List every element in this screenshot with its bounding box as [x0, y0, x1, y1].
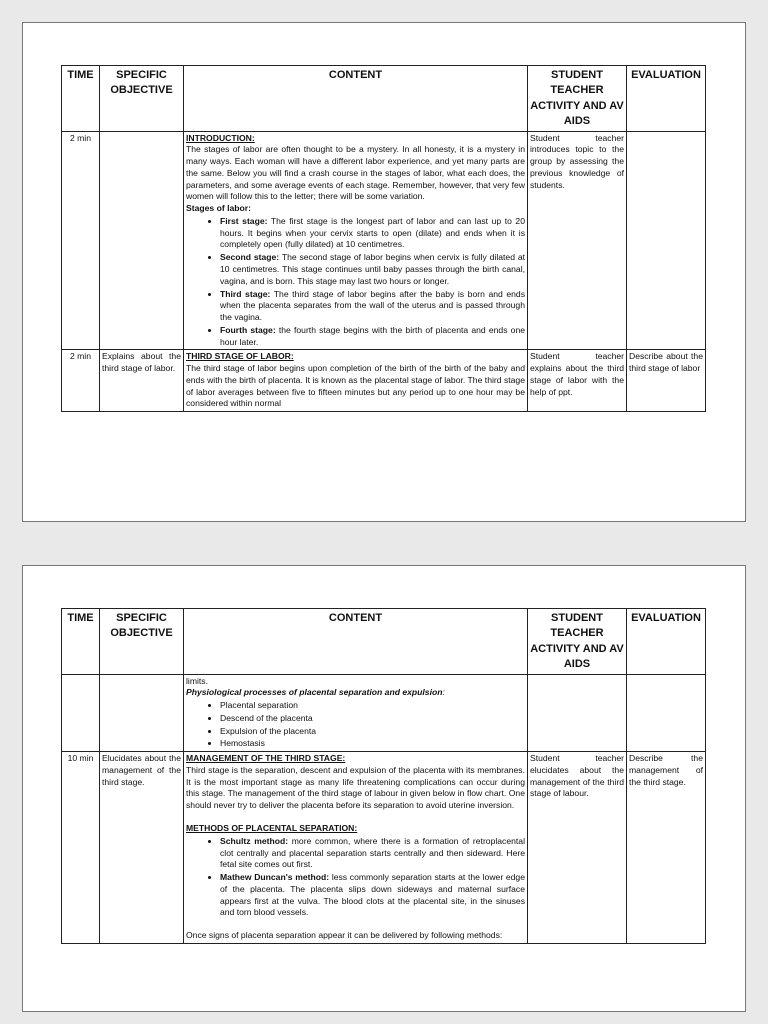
- section-title: MANAGEMENT OF THE THIRD STAGE:: [186, 753, 346, 764]
- methods-list: [186, 835, 525, 919]
- list-item: • Placental separation: [220, 699, 525, 712]
- stage-text: The first stage is the longest part of labor and can last up to 20 hours. It begins when your cervix starts to open (dilate) and ends when it is completely open (fully dilated) at 10 centimetres.: [220, 215, 525, 250]
- header-objective: SPECIFIC OBJECTIVE: [100, 609, 184, 675]
- closing-paragraph: Once signs of placenta separation appear it can be delivered by following methods:: [186, 930, 503, 941]
- method-text: less commonly separation starts at the lower edge of the placenta. The placenta slips down sideways and maternal surface appears first at the vulva. The blood clots at the placental site, in the sinuses and torn blood vessels.: [220, 872, 525, 918]
- header-activity: STUDENT TEACHER ACTIVITY AND AV AIDS: [528, 609, 627, 675]
- stage-text: The third stage of labor begins after the baby is born and ends when the placenta separates from the wall of the uterus and is passed through the vagina.: [220, 288, 525, 323]
- activity-cell: Student teacher introduces topic to the group by assessing the previous knowledge of students.: [528, 131, 627, 350]
- section-title: THIRD STAGE OF LABOR:: [186, 351, 294, 362]
- header-time: TIME: [62, 609, 100, 675]
- activity-cell: Student teacher elucidates about the management of the third stage of labour.: [528, 752, 627, 944]
- subsection-title: Physiological processes of placental separation and expulsion: [186, 687, 443, 698]
- section-paragraph: Third stage is the separation, descent and expulsion of the placenta with its membranes. It is the most important stage as many life threatening complications can occur during this stage. The management of the third stage of labour in given below in flow chart. One should never try to deliver the placenta before its separation to avoid uterine inversion.: [186, 764, 525, 811]
- time-cell: 2 min: [62, 350, 100, 412]
- evaluation-cell: Describe about the third stage of labor: [627, 350, 706, 412]
- header-time: TIME: [62, 66, 100, 132]
- objective-cell: Explains about the third stage of labor.: [100, 350, 184, 412]
- header-evaluation: EVALUATION: [627, 66, 706, 132]
- time-cell: 2 min: [62, 131, 100, 350]
- header-content: CONTENT: [184, 66, 528, 132]
- stage-text: The second stage of labor begins when cervix is fully dilated at 10 centimetres. This stage continues until baby passes through the birth canal, vagina, and is born. This stage may last two hours or longer.: [220, 252, 525, 286]
- lesson-plan-table-2: [61, 608, 706, 944]
- header-objective: SPECIFIC OBJECTIVE: [100, 66, 184, 132]
- stage-name: Fourth stage:: [220, 324, 276, 335]
- list-item: [220, 251, 525, 287]
- header-row: [62, 66, 706, 132]
- document-page-1: [22, 22, 746, 522]
- list-item: • Descend of the placenta: [220, 712, 525, 725]
- continuation-text: limits.: [186, 675, 208, 686]
- evaluation-cell: Describe the management of the third stage.: [627, 752, 706, 944]
- list-item: • Hemostasis: [220, 737, 525, 750]
- methods-title: METHODS OF PLACENTAL SEPARATION:: [186, 822, 358, 833]
- time-cell: 10 min: [62, 752, 100, 944]
- stage-name: Third stage:: [220, 288, 271, 299]
- content-cell: [184, 674, 528, 752]
- content-cell: [184, 131, 528, 350]
- objective-cell: [100, 674, 184, 752]
- document-page-2: [22, 565, 746, 1012]
- method-name: Schultz method:: [220, 835, 289, 846]
- header-content: CONTENT: [184, 609, 528, 675]
- table-row: [62, 131, 706, 350]
- list-item: [220, 871, 525, 919]
- list-item: [220, 324, 525, 349]
- objective-cell: Elucidates about the management of the third stage.: [100, 752, 184, 944]
- list-item: [220, 288, 525, 324]
- header-evaluation: EVALUATION: [627, 609, 706, 675]
- lesson-plan-table-1: [61, 65, 706, 412]
- content-cell: [184, 752, 528, 944]
- objective-cell: [100, 131, 184, 350]
- content-cell: [184, 350, 528, 412]
- process-list: [186, 699, 525, 750]
- time-cell: [62, 674, 100, 752]
- intro-paragraph: The stages of labor are often thought to be a mystery. In all honesty, it is a mystery in many ways. Each woman will have a different labor experience, and yet many parts are the same. Below you will find a crash course in the stages of labor, what each does, the parameters, and some average events of each stage. Remember, however, that very few women will follow this to the letter; there will be some variation.: [186, 144, 525, 202]
- stages-list: [186, 215, 525, 348]
- table-row: [62, 350, 706, 412]
- list-item: [220, 835, 525, 871]
- evaluation-cell: [627, 674, 706, 752]
- method-name: Mathew Duncan's method:: [220, 872, 330, 883]
- activity-cell: Student teacher explains about the third stage of labor with the help of ppt.: [528, 350, 627, 412]
- section-paragraph: The third stage of labor begins upon completion of the birth of the birth of the baby and ends with the birth of placenta. It is known as the placental stage of labor. The third stage of labor averages between five to fifteen minutes but any period up to one hour may be considered within normal: [186, 363, 525, 409]
- subsection-colon: :: [442, 687, 445, 698]
- method-text: more common, where there is a formation of retroplacental clot centrally and placental separation starts centrally and then sideward. Here fetal site comes out first.: [220, 835, 525, 870]
- list-item: • Expulsion of the placenta: [220, 725, 525, 738]
- stage-name: First stage:: [220, 215, 268, 226]
- table-row: [62, 674, 706, 752]
- stage-name: Second stage:: [220, 252, 280, 263]
- section-title: INTRODUCTION:: [186, 132, 255, 143]
- evaluation-cell: [627, 131, 706, 350]
- header-row: [62, 609, 706, 675]
- table-row: [62, 752, 706, 944]
- list-item: [220, 215, 525, 251]
- activity-cell: [528, 674, 627, 752]
- stages-label: Stages of labor:: [186, 203, 251, 214]
- stage-text: the fourth stage begins with the birth of placenta and ends one hour later.: [220, 324, 526, 347]
- header-activity: STUDENT TEACHER ACTIVITY AND AV AIDS: [528, 66, 627, 132]
